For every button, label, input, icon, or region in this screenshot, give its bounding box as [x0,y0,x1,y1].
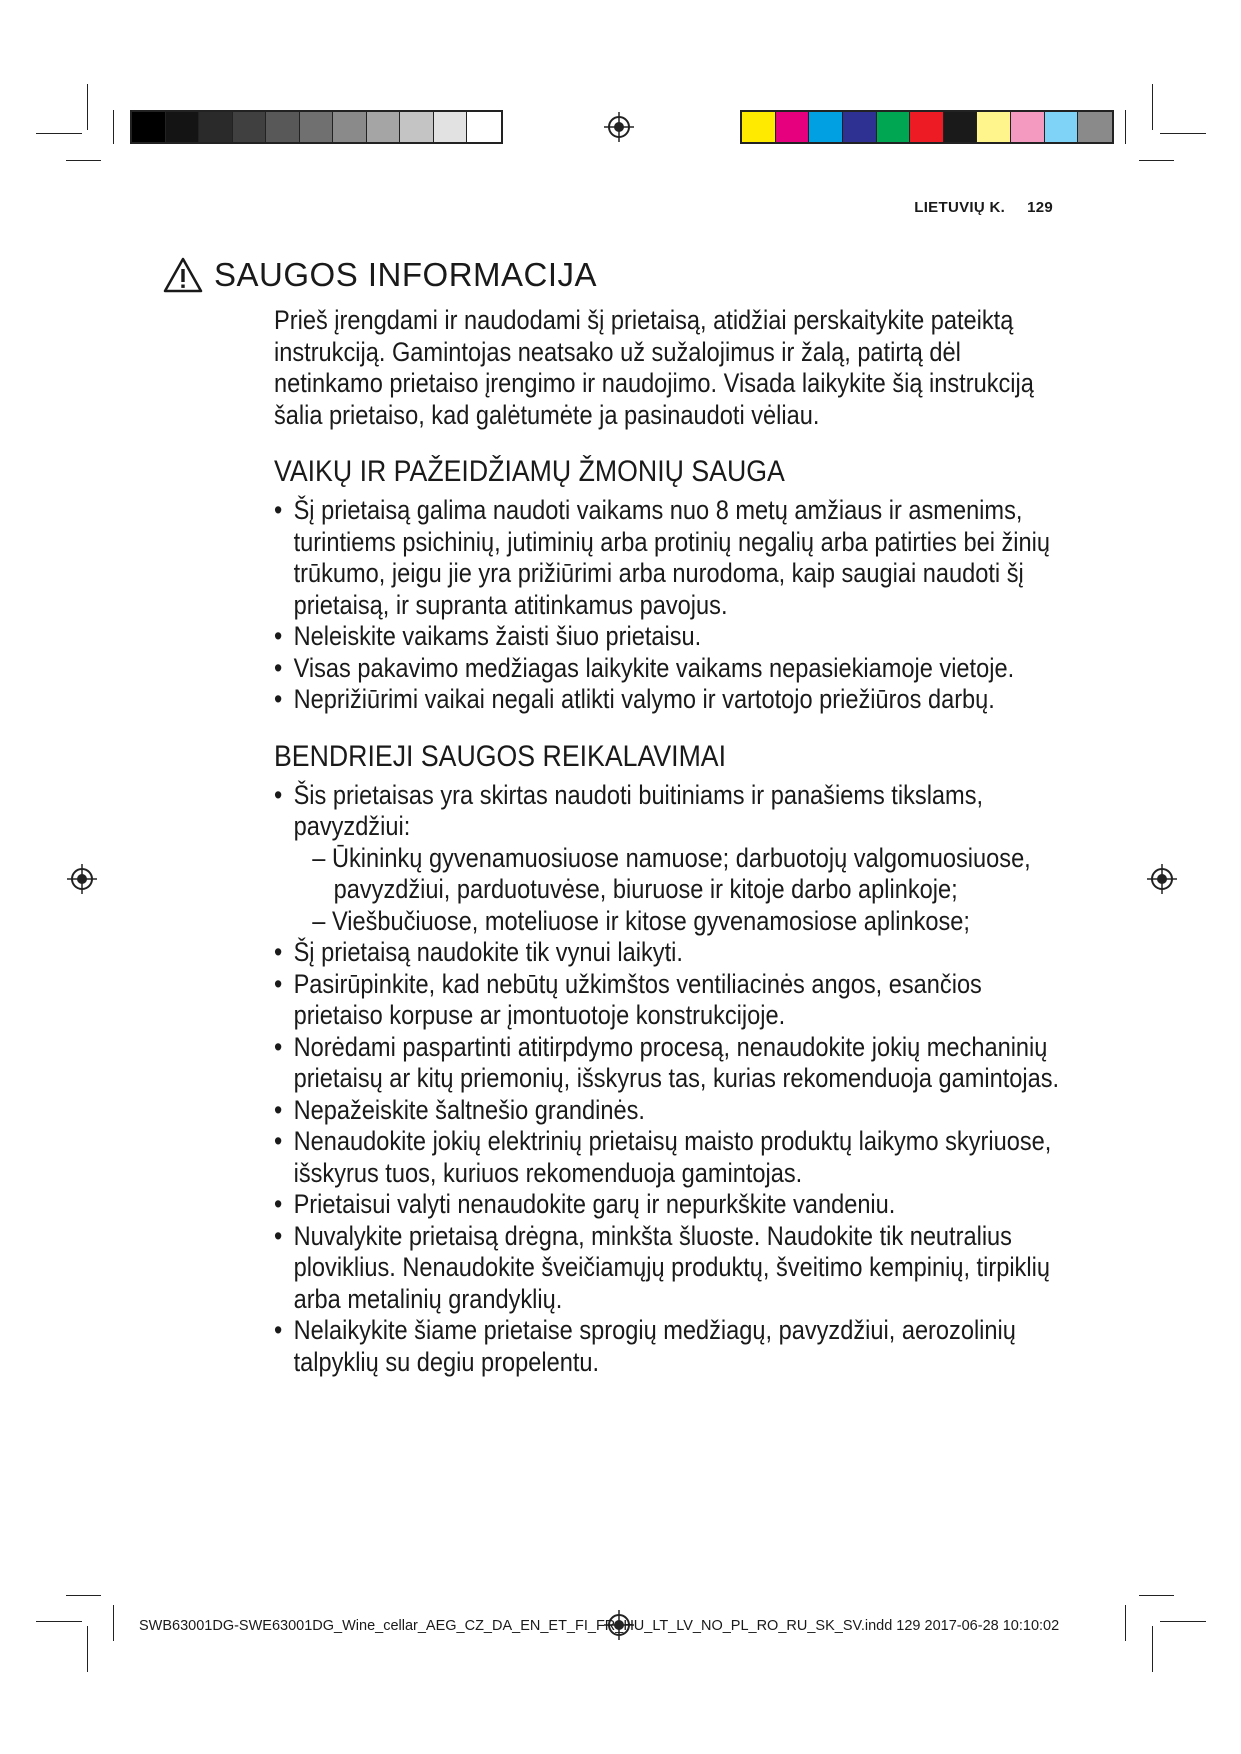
swatch [434,112,468,142]
swatch [266,112,300,142]
bullet-list [274,780,1075,1379]
intro-paragraph: Prieš įrengdami ir naudodami šį prietaisą, atidžiai perskaitykite pateiktą instrukciją. Gamintojas neatsako už sužalojimus ir žalą, patirtą dėl netinkamo prietaiso įrengimo ir naudojimo. Visada laikykite šią instrukciją šalia prietaiso, kad galėtumėte ja pasinaudoti vėliau. [274,305,1034,430]
crop-mark [36,133,82,134]
crop-mark [66,1595,101,1596]
print-slug: SWB63001DG-SWE63001DG_Wine_cellar_AEG_CZ_DA_EN_ET_FI_FR_HU_LT_LV_NO_PL_RO_RU_SK_SV.indd 129 2017-06-28 10:10:02 [139,1618,1060,1634]
swatch [809,112,843,142]
list-item: • Pasirūpinkite, kad nebūtų užkimštos ventiliacinės angos, esančios prietaiso korpuse ar įmontuotoje konstrukcijoje. [274,969,1075,1032]
swatch [776,112,810,142]
grayscale-bar [130,110,503,144]
crop-mark [1152,1626,1153,1672]
swatch [1045,112,1079,142]
list-item [274,780,1075,938]
list-item: • Norėdami paspartinti atitirpdymo procesą, nenaudokite jokių mechaninių prietaisų ar kitų priemonių, išskyrus tas, kurias rekomenduoja gamintojas. [274,1032,1075,1095]
running-head [914,199,1053,216]
sub-item: – Viešbučiuose, moteliuose ir kitose gyvenamosiose aplinkose; [312,905,970,936]
list-item: • Neleiskite vaikams žaisti šiuo prietaisu. [274,621,1075,653]
swatch [467,112,501,142]
crop-mark [87,84,88,130]
document-body [274,305,1075,1402]
sub-item: – Ūkininkų gyvenamuosiuose namuose; darbuotojų valgomuosiuose, pavyzdžiui, parduotuvėse, biuruose ir kitoje darbo aplinkoje; [312,842,1031,904]
swatch [843,112,877,142]
crop-mark [66,160,101,161]
page-title: SAUGOS INFORMACIJA [214,256,598,293]
swatch [944,112,978,142]
list-item: • Neprižiūrimi vaikai negali atlikti valymo ir vartotojo priežiūros darbų. [274,684,1075,716]
swatch [132,112,166,142]
crop-mark [1139,160,1174,161]
process-color-bar [740,110,1114,144]
warning-icon [162,256,204,294]
crop-mark [87,1626,88,1672]
list-item: • Visas pakavimo medžiagas laikykite vaikams nepasiekiamoje vietoje. [274,653,1075,685]
swatch [166,112,200,142]
registration-mark-icon [604,112,634,142]
section-heading: VAIKŲ IR PAŽEIDŽIAMŲ ŽMONIŲ SAUGA [274,455,785,488]
registration-mark-icon [67,864,97,894]
registration-mark-icon [1147,864,1177,894]
crop-mark [1125,110,1126,144]
swatch [977,112,1011,142]
crop-mark [113,1605,114,1641]
crop-mark [1160,1621,1206,1622]
crop-mark [36,1621,82,1622]
list-item: • Nepažeiskite šaltnešio grandinės. [274,1095,1075,1127]
swatch [199,112,233,142]
language-label: LIETUVIŲ K. [914,199,1006,216]
list-item: • Nelaikykite šiame prietaise sprogių medžiagų, pavyzdžiui, aerozolinių talpyklių su degiu propelentu. [274,1315,1075,1378]
swatch [233,112,267,142]
list-item: • Šį prietaisą naudokite tik vynui laikyti. [274,937,1075,969]
crop-mark [1125,1605,1126,1641]
bullet-list [274,495,1075,716]
swatch [1011,112,1045,142]
crop-mark [1139,1595,1174,1596]
list-item: • Nuvalykite prietaisą drėgna, minkšta šluoste. Naudokite tik neutralius ploviklius. Nenaudokite šveičiamųjų produktų, šveitimo kempinių, tirpiklių arba metalinių grandyklių. [274,1221,1075,1316]
crop-mark [1152,84,1153,130]
swatch [910,112,944,142]
swatch [333,112,367,142]
list-item: • Nenaudokite jokių elektrinių prietaisų maisto produktų laikymo skyriuose, išskyrus tuos, kuriuos rekomenduoja gamintojas. [274,1126,1075,1189]
section-heading: BENDRIEJI SAUGOS REIKALAVIMAI [274,739,727,773]
crop-mark [1160,133,1206,134]
swatch [400,112,434,142]
list-item: • Prietaisui valyti nenaudokite garų ir nepurkškite vandeniu. [274,1189,1075,1221]
swatch [742,112,776,142]
page-number: 129 [1027,199,1053,216]
swatch [877,112,911,142]
crop-mark [113,110,114,144]
list-item-text: • Šis prietaisas yra skirtas naudoti buitiniams ir panašiems tikslams, pavyzdžiui: [293,779,984,841]
swatch [1078,112,1112,142]
list-item: • Šį prietaisą galima naudoti vaikams nuo 8 metų amžiaus ir asmenims, turintiems psichinių, jutiminių arba protinių negalių arba patirties bei žinių trūkumo, jeigu jie yra prižiūrimi arba nurodoma, kaip saugiai naudoti šį prietaisą, ir supranta atitinkamus pavojus. [274,495,1075,621]
swatch [367,112,401,142]
swatch [300,112,334,142]
title-row [162,256,597,294]
